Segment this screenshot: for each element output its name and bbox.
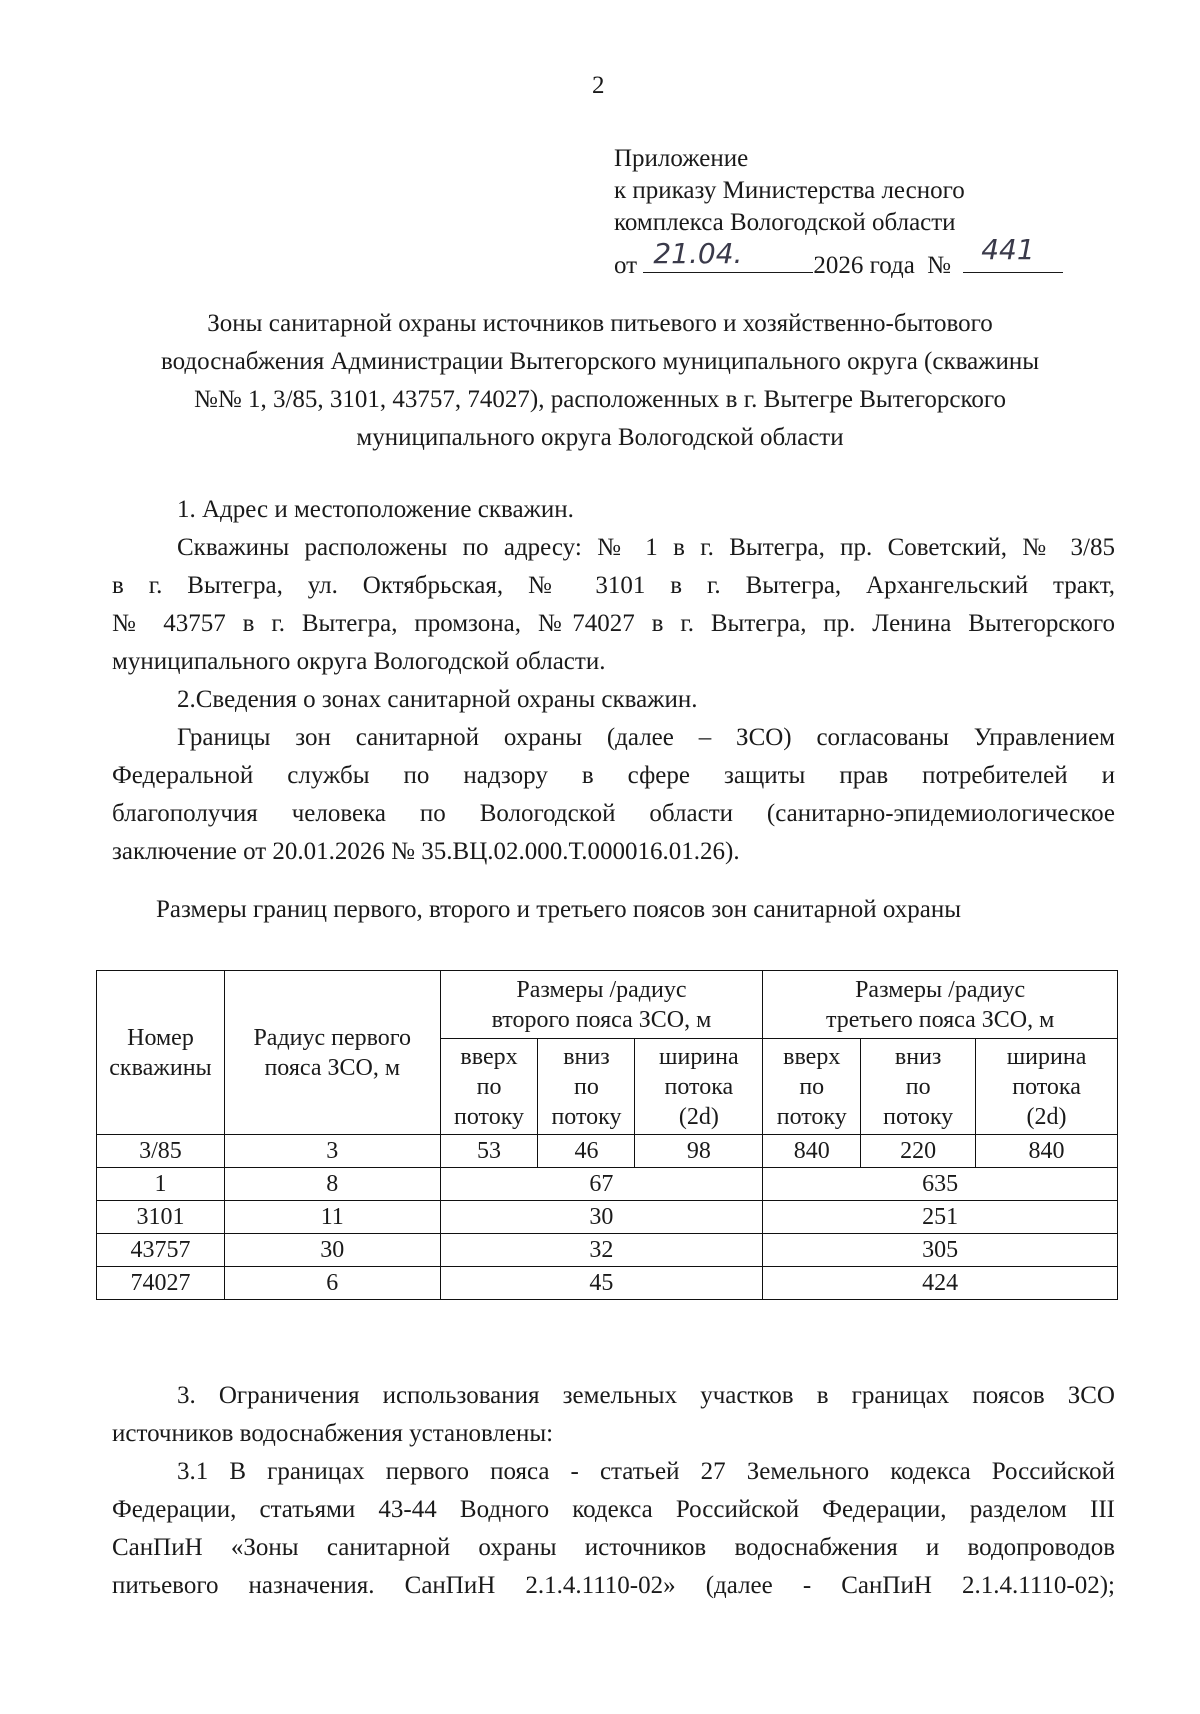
- section-1-heading: 1. Адрес и местоположение скважин.: [177, 496, 574, 523]
- header-second-downstream: вниз по потоку: [538, 1039, 635, 1135]
- page-number: 2: [592, 72, 605, 99]
- section-3-1-line-2: Федерации, статьями 43-44 Водного кодекса Российской Федерации, разделом III: [112, 1496, 1115, 1523]
- cell-second-zone: 32: [440, 1234, 763, 1267]
- cell-third-upstream: 840: [763, 1135, 861, 1168]
- title-line-2: водоснабжения Администрации Вытегорского муниципального округа (скважины: [160, 348, 1040, 375]
- header-first-zone-radius: Радиус первого пояса ЗСО, м: [224, 971, 440, 1135]
- cell-well-number: 3101: [97, 1201, 225, 1234]
- cell-second-upstream: 53: [440, 1135, 538, 1168]
- section-3-line-2: источников водоснабжения установлены:: [112, 1420, 554, 1447]
- section-1-line-2: в г. Вытегра, ул. Октябрьская, № 3101 в г. Вытегра, Архангельский тракт,: [112, 572, 1115, 599]
- cell-first-radius: 8: [224, 1168, 440, 1201]
- title-line-3: №№ 1, 3/85, 3101, 43757, 74027), расположенных в г. Вытегре Вытегорского: [194, 386, 1006, 413]
- section-1-line-1: Скважины расположены по адресу: № 1 в г. Вытегра, пр. Советский, № 3/85: [177, 534, 1115, 561]
- cell-third-zone: 251: [763, 1201, 1118, 1234]
- zso-table: [96, 970, 1118, 1300]
- table-caption: Размеры границ первого, второго и третьего поясов зон санитарной охраны: [156, 896, 962, 923]
- appendix-title: Приложение: [614, 145, 749, 172]
- date-prefix: от: [614, 252, 638, 279]
- section-3-line-1: 3. Ограничения использования земельных участков в границах поясов ЗСО: [177, 1382, 1115, 1409]
- year-text: 2026 года: [813, 252, 915, 279]
- cell-first-radius: 30: [224, 1234, 440, 1267]
- date-handwritten: 21.04.: [653, 237, 743, 270]
- header-third-upstream: вверх по потоку: [763, 1039, 861, 1135]
- table-row: [97, 1135, 1118, 1168]
- title-line-1: Зоны санитарной охраны источников питьевого и хозяйственно-бытового: [207, 310, 993, 337]
- header-well-number: Номер скважины: [97, 971, 225, 1135]
- section-1-line-4: муниципального округа Вологодской области.: [112, 648, 606, 675]
- header-third-zone: Размеры /радиус третьего пояса ЗСО, м: [763, 971, 1118, 1039]
- cell-third-downstream: 220: [861, 1135, 976, 1168]
- cell-first-radius: 3: [224, 1135, 440, 1168]
- appendix-line-order: к приказу Министерства лесного: [614, 177, 965, 204]
- header-third-width: ширина потока (2d): [976, 1039, 1118, 1135]
- cell-second-downstream: 46: [538, 1135, 635, 1168]
- section-2-heading: 2.Сведения о зонах санитарной охраны скважин.: [177, 686, 698, 713]
- cell-second-zone: 30: [440, 1201, 763, 1234]
- header-third-downstream: вниз по потоку: [861, 1039, 976, 1135]
- cell-well-number: 1: [97, 1168, 225, 1201]
- cell-second-zone: 45: [440, 1267, 763, 1300]
- cell-first-radius: 6: [224, 1267, 440, 1300]
- section-1-line-3: № 43757 в г. Вытегра, промзона, №74027 в г. Вытегра, пр. Ленина Вытегорского: [112, 610, 1115, 637]
- cell-third-zone: 635: [763, 1168, 1118, 1201]
- section-2-line-4: заключение от 20.01.2026 № 35.ВЦ.02.000.Т.000016.01.26).: [112, 838, 740, 865]
- table-row: [97, 1168, 1118, 1201]
- table-row: [97, 1267, 1118, 1300]
- cell-first-radius: 11: [224, 1201, 440, 1234]
- cell-third-zone: 424: [763, 1267, 1118, 1300]
- section-2-line-2: Федеральной службы по надзору в сфере защиты прав потребителей и: [112, 762, 1115, 789]
- number-sign: №: [927, 252, 951, 279]
- section-3-1-line-4: питьевого назначения. СанПиН 2.1.4.1110-02» (далее - СанПиН 2.1.4.1110-02);: [112, 1572, 1115, 1599]
- cell-second-width: 98: [635, 1135, 763, 1168]
- cell-well-number: 43757: [97, 1234, 225, 1267]
- date-underline: [643, 237, 813, 273]
- number-handwritten: 441: [981, 233, 1035, 266]
- table-row: [97, 1201, 1118, 1234]
- cell-well-number: 3/85: [97, 1135, 225, 1168]
- header-second-zone: Размеры /радиус второго пояса ЗСО, м: [440, 971, 763, 1039]
- header-second-upstream: вверх по потоку: [440, 1039, 538, 1135]
- appendix-line-ministry: комплекса Вологодской области: [614, 209, 956, 236]
- table-header-row-1: [97, 971, 1118, 1039]
- appendix-date-line: [614, 233, 1063, 282]
- header-second-width: ширина потока (2d): [635, 1039, 763, 1135]
- cell-second-zone: 67: [440, 1168, 763, 1201]
- cell-third-zone: 305: [763, 1234, 1118, 1267]
- number-underline: [963, 233, 1063, 273]
- section-3-1-line-1: 3.1 В границах первого пояса - статьей 27 Земельного кодекса Российской: [177, 1458, 1115, 1485]
- cell-well-number: 74027: [97, 1267, 225, 1300]
- section-3-1-line-3: СанПиН «Зоны санитарной охраны источников водоснабжения и водопроводов: [112, 1534, 1115, 1561]
- table-row: [97, 1234, 1118, 1267]
- section-2-line-3: благополучия человека по Вологодской области (санитарно-эпидемиологическое: [112, 800, 1115, 827]
- title-line-4: муниципального округа Вологодской области: [356, 424, 844, 451]
- cell-third-width: 840: [976, 1135, 1118, 1168]
- section-2-line-1: Границы зон санитарной охраны (далее – ЗСО) согласованы Управлением: [177, 724, 1115, 751]
